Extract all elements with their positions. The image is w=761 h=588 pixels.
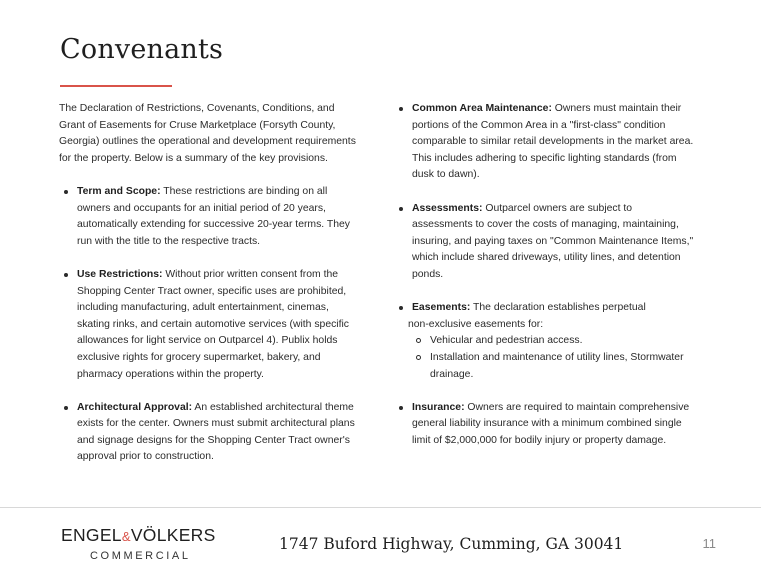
provision-list-left — [59, 184, 359, 250]
logo-commercial: COMMERCIAL — [90, 550, 191, 562]
page-title: Convenants — [60, 34, 224, 65]
provision-lead: Term and Scope: — [77, 185, 161, 197]
property-address: 1747 Buford Highway, Cumming, GA 30041 — [279, 535, 624, 553]
provision-assessments — [394, 201, 694, 284]
provision-list-left-2 — [59, 267, 359, 383]
provision-common-area — [394, 101, 694, 184]
provision-list-right — [394, 101, 694, 184]
provision-list-right-2 — [394, 201, 694, 284]
provision-lead: Easements: — [412, 302, 471, 314]
provision-text: Without prior written consent from the Shopping Center Tract owner, specific uses are prohibited, including manufacturing, adult entertainment, cinemas, skating rinks, and certain automotive services (with specific allowances for light service on Outparcel 4). Publix holds exclusive rights for grocery supermarket, bakery, and pharmacy operations within the property. — [77, 268, 349, 380]
provision-text: The declaration establishes perpetual — [470, 302, 646, 314]
provision-text: Owners must maintain their portions of the Common Area in a "first-class" condition comparable to similar retail developments in the market area. This includes adhering to specific lighting standards (from dusk to dawn). — [412, 103, 694, 181]
brand-logo — [61, 525, 216, 562]
provision-text: An established architectural theme exists for the center. Owners must submit architectural plans and signage designs for the Shopping Center Tract owner's approval prior to construction. — [77, 401, 355, 463]
provision-list-right-3 — [394, 300, 694, 383]
logo-ampersand: & — [121, 529, 131, 544]
provision-architectural-approval — [59, 400, 359, 466]
left-column — [59, 101, 359, 483]
intro-paragraph: The Declaration of Restrictions, Covenants, Conditions, and Grant of Easements for Cruse Marketplace (Forsyth County, Georgia) outlines the operational and development requirements for the property. Below is a summary of the key provisions. — [59, 103, 356, 164]
provision-list-right-4 — [394, 400, 694, 450]
title-underline — [60, 85, 172, 87]
logo-volkers: VÖLKERS — [130, 525, 216, 545]
provision-continuation: non-exclusive easements for: — [408, 318, 544, 330]
provision-text: Outparcel owners are subject to assessments to cover the costs of managing, maintaining, insuring, and paying taxes on "Common Maintenance Items," which include shared driveways, utility lines, and detention ponds. — [412, 202, 694, 280]
provision-term-scope — [59, 184, 359, 250]
provision-lead: Assessments: — [412, 202, 483, 214]
easement-sublist — [412, 333, 694, 383]
provision-list-left-3 — [59, 400, 359, 466]
provision-lead: Insurance: — [412, 401, 465, 413]
provision-use-restrictions — [59, 267, 359, 383]
right-column — [394, 101, 694, 466]
provision-text: Owners are required to maintain comprehensive general liability insurance with a minimum combined single limit of $2,000,000 for bodily injury or property damage. — [412, 401, 690, 446]
provision-lead: Architectural Approval: — [77, 401, 193, 413]
provision-lead: Use Restrictions: — [77, 268, 163, 280]
provision-insurance — [394, 400, 694, 450]
provision-lead: Common Area Maintenance: — [412, 103, 552, 114]
logo-engel: ENGEL — [61, 525, 122, 545]
easement-item: Vehicular and pedestrian access. — [416, 333, 694, 350]
provision-easements — [394, 300, 694, 383]
provision-text: These restrictions are binding on all owners and occupants for an initial period of 20 years, automatically extending for successive 20-year terms. They run with the title to the respective tracts. — [77, 185, 350, 247]
logo-wordmark — [61, 525, 216, 547]
page-number: 11 — [702, 536, 716, 551]
footer-divider — [0, 507, 761, 508]
easement-item: Installation and maintenance of utility lines, Stormwater drainage. — [416, 350, 694, 383]
